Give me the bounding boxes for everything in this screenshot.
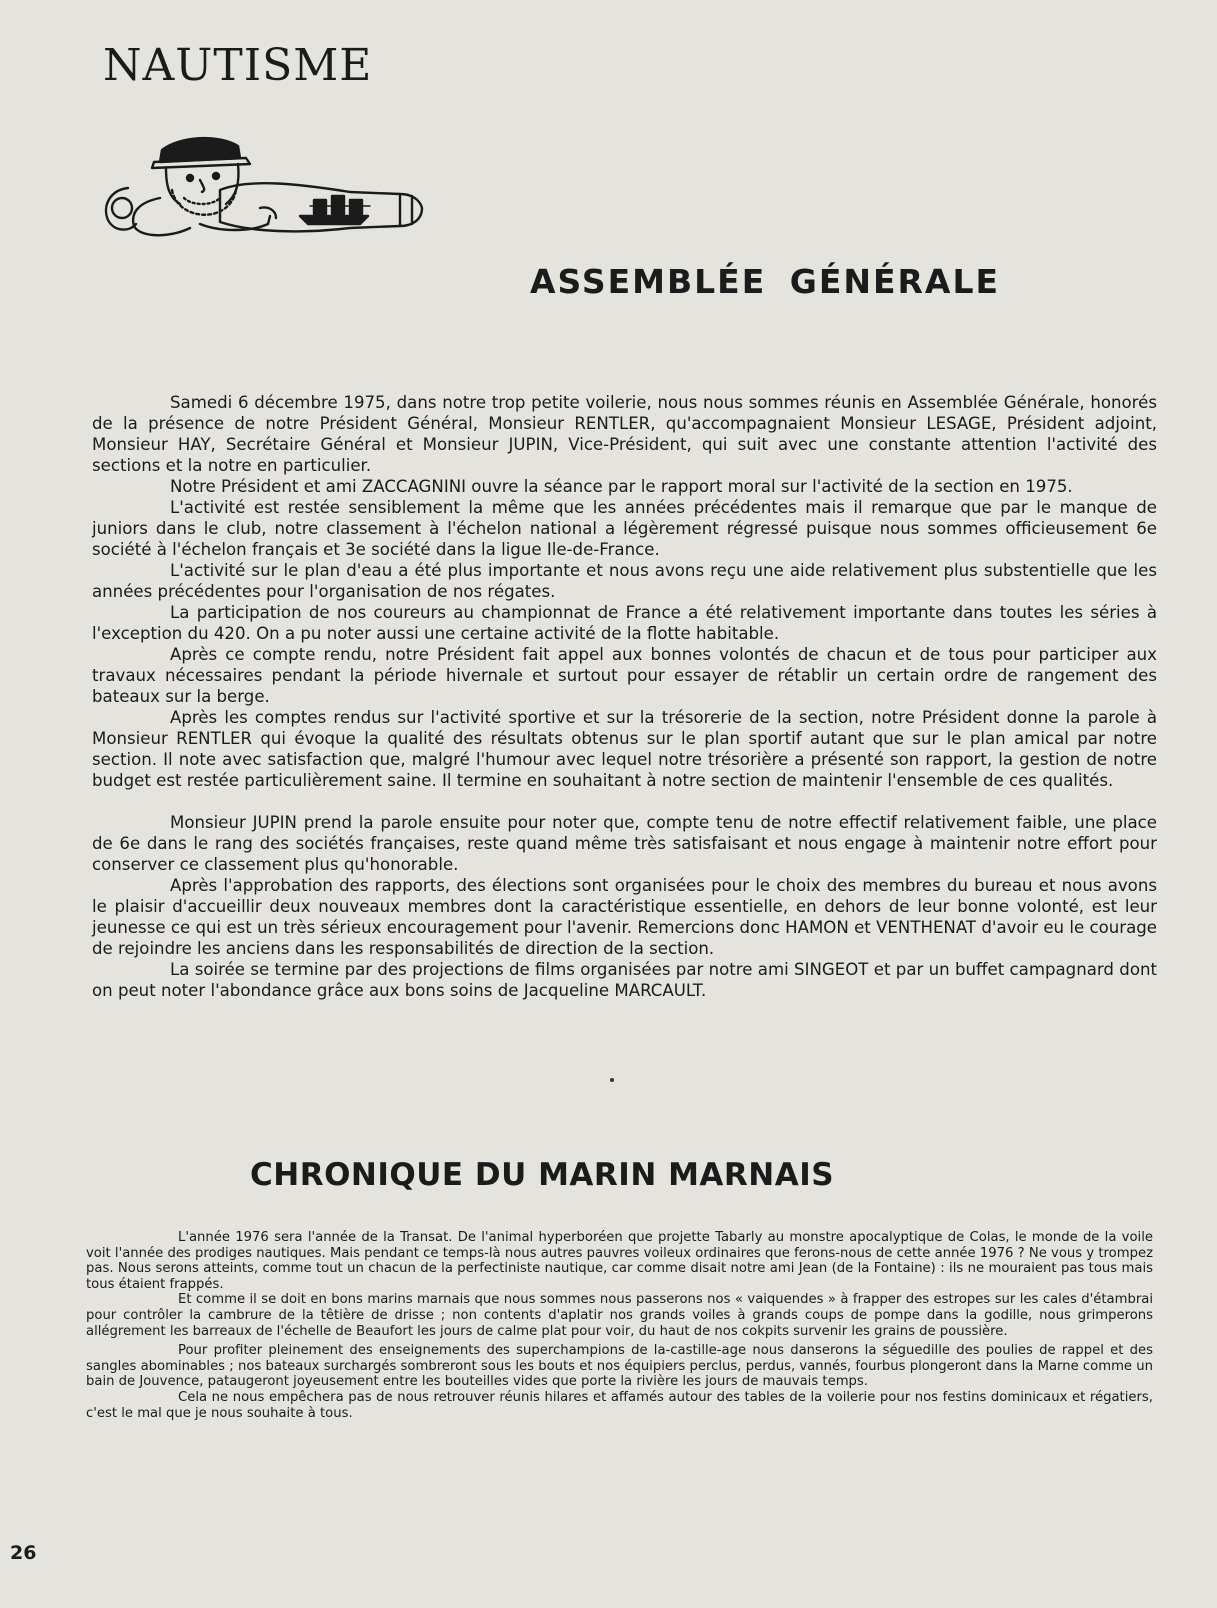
paragraph: Après l'approbation des rapports, des élections sont organisées pour le choix des membres du bureau et nous avons le plaisir d'accueillir deux nouveaux membres dont la caractéristique essentielle, en dehors de leur bonne volonté, est leur jeunesse ce qui est un très sérieux encouragement pour l'avenir. Remercions donc HAMON et VENTHENAT d'avoir eu le courage de rejoindre les anciens dans les responsabilités de direction de la section. (92, 876, 1157, 958)
paragraph: Monsieur JUPIN prend la parole ensuite pour noter que, compte tenu de notre effectif relativement faible, une place de 6e dans le rang des sociétés françaises, reste quand même très satisfaisant et nous engage à maintenir notre effort pour conserver ce classement plus qu'honorable. (92, 813, 1157, 874)
article-title-assemblee: ASSEMBLÉE GÉNÉRALE (530, 262, 1001, 301)
ink-dot (610, 1078, 614, 1082)
paragraph: Pour profiter pleinement des enseignements des superchampions de la-castille-age nous danserons la séguedille des poulies de rappel et des sangles abominables ; nos bateaux surchargés sombreront sous les bouts et nos équipiers perclus, perdus, vannés, fourbus plongeront dans la Marne comme un bain de Jouvence, pataugeront joyeusement entre les bouteilles vides que porte la rivière les jours de mauvais temps. (86, 1343, 1153, 1390)
paragraph: Cela ne nous empêchera pas de nous retrouver réunis hilares et affamés autour des tables de la voilerie pour nos festins dominicaux et régatiers, c'est le mal que je nous souhaite à tous. (86, 1389, 1153, 1421)
paragraph: Notre Président et ami ZACCAGNINI ouvre la séance par le rapport moral sur l'activité de la section en 1975. (170, 477, 1073, 496)
paragraph: Après les comptes rendus sur l'activité sportive et sur la trésorerie de la section, notre Président donne la parole à Monsieur RENTLER qui évoque la qualité des résultats obtenus sur le plan sportif autant que sur le plan amical par notre section. Il note avec satisfaction que, malgré l'humour avec lequel notre trésorière a présenté son rapport, la gestion de notre budget est restée particulièrement saine. Il termine en souhaitant à notre section de maintenir l'ensemble de ces qualités. (92, 708, 1157, 790)
paragraph: Et comme il se doit en bons marins marnais que nous sommes nous passerons nos « vaiquendes » à frapper des estropes sur les cales d'étambrai pour contrôler la cambrure de la têtière de drisse ; non contents d'aplatir nos grands voiles à grands coups de pompe dans la godille, nous grimperons allégrement les barreaux de l'échelle de Beaufort les jours de calme plat pour voir, du haut de nos cokpits survenir les grains de poussière. (86, 1292, 1153, 1339)
article-chronique-body (86, 1230, 1153, 1421)
article-title-chronique: CHRONIQUE DU MARIN MARNAIS (250, 1157, 835, 1193)
paragraph: Samedi 6 décembre 1975, dans notre trop petite voilerie, nous nous sommes réunis en Assemblée Générale, honorés de la présence de notre Président Général, Monsieur RENTLER, qu'accompagnaient Monsieur LESAGE, Président adjoint, Monsieur HAY, Secrétaire Général et Monsieur JUPIN, Vice-Président, qui suit avec une constante attention l'activité des sections et la notre en particulier. (92, 393, 1157, 475)
paragraph: L'activité sur le plan d'eau a été plus importante et nous avons reçu une aide relativement plus substentielle que les années précédentes pour l'organisation de nos régates. (92, 561, 1157, 601)
article-assemblee-body (92, 392, 1157, 1001)
paragraph: L'activité est restée sensiblement la même que les années précédentes mais il remarque que par le manque de juniors dans le club, notre classement à l'échelon national a légèrement régressé puisque nous sommes officieusement 6e société à l'échelon français et 3e société dans la ligue Ile-de-France. (92, 498, 1157, 559)
page-number: 26 (10, 1542, 37, 1564)
paragraph: L'année 1976 sera l'année de la Transat. De l'animal hyperboréen que projette Tabarly au monstre apocalyptique de Colas, le monde de la voile voit l'année des prodiges nautiques. Mais pendant ce temps-là nous autres pauvres voileux ordinaires que ferons-nous de cette année 1976 ? Ne vous y trompez pas. Nous serons atteints, comme tout un chacun de la perfectiniste nautique, car comme disait notre ami Jean (de la Fontaine) : ils ne mouraient pas tous mais tous étaient frappés. (86, 1230, 1153, 1292)
paragraph: La participation de nos coureurs au championnat de France a été relativement importante dans toutes les séries à l'exception du 420. On a pu noter aussi une certaine activité de la flotte habitable. (92, 603, 1157, 643)
paragraph: Après ce compte rendu, notre Président fait appel aux bonnes volontés de chacun et de tous pour participer aux travaux nécessaires pendant la période hivernale et surtout pour essayer de rétablir un certain ordre de rangement des bateaux sur la berge. (92, 645, 1157, 706)
paragraph: La soirée se termine par des projections de films organisées par notre ami SINGEOT et par un buffet campagnard dont on peut noter l'abondance grâce aux bons soins de Jacqueline MARCAULT. (92, 960, 1157, 1000)
sailor-bottle-cartoon-icon (100, 128, 430, 246)
section-title: NAUTISME (103, 40, 373, 91)
